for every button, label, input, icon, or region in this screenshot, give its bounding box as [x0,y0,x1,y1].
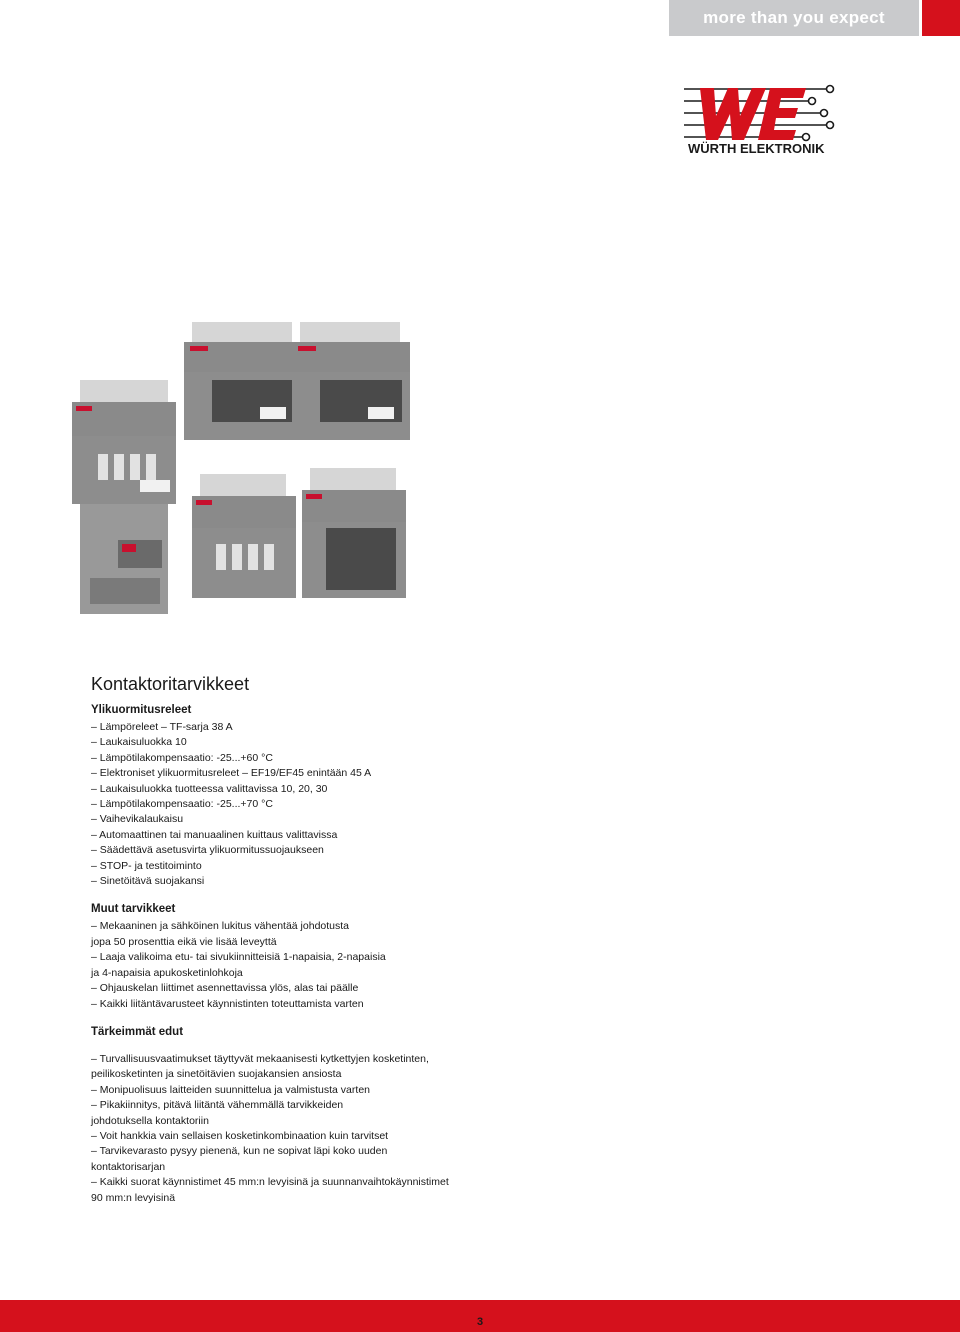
list-item: – Laukaisuluokka 10 [91,736,187,749]
list-item: – Kaikki liitäntävarusteet käynnistinten toteuttamista varten [91,997,364,1010]
tagline-bar [669,0,919,36]
page-number: 3 [476,1316,484,1328]
list-item: – Laaja valikoima etu- tai sivukiinnitteisiä 1-napaisia, 2-napaisia [91,951,386,964]
list-item: jopa 50 prosenttia eikä vie lisää leveyttä [91,935,277,948]
list-item: – Lämpötilakompensaatio: -25...+70 °C [91,798,273,811]
list-item: – Lämpötilakompensaatio: -25...+60 °C [91,751,273,764]
contactor-products-photo [62,262,428,662]
content-column [91,674,511,1206]
list-item: – Voit hankkia vain sellaisen kosketinkombinaation kuin tarvitset [91,1129,389,1142]
wurth-elektronik-logo [678,74,838,156]
list-item: johdotuksella kontaktoriin [91,1114,209,1127]
contactor-left-with-relay [72,380,176,614]
list-item: – Pikakiinnitys, pitävä liitäntä vähemmällä tarvikkeiden [91,1099,344,1112]
list-item: – Mekaaninen ja sähköinen lukitus vähentää johdotusta [91,920,350,933]
list-item: – STOP- ja testitoiminto [91,859,202,872]
list-item: – Monipuolisuus laitteiden suunnittelua ja valmistusta varten [91,1083,370,1096]
page-title: Kontaktoritarvikkeet [91,674,250,694]
list-item: – Säädettävä asetusvirta ylikuormitussuojaukseen [91,844,324,857]
brand-name: WÜRTH ELEKTRONIK [688,141,825,156]
section-heading-overload-relays: Ylikuormitusreleet [91,704,192,716]
list-item: 90 mm:n levyisinä [91,1191,176,1204]
section-heading-key-benefits: Tärkeimmät edut [91,1025,184,1038]
list-item: – Ohjauskelan liittimet asennettavissa ylös, alas tai päälle [91,982,359,995]
list-item: – Automaattinen tai manuaalinen kuittaus valittavissa [91,828,338,841]
contactor-bottom-middle [192,474,296,598]
list-item: – Kaikki suorat käynnistimet 45 mm:n levyisinä ja suunnanvaihtokäynnistimet [91,1176,449,1189]
list-item: – Laukaisuluokka tuotteessa valittavissa 10, 20, 30 [91,782,328,795]
list-item: – Sinetöitävä suojakansi [91,875,205,888]
contactor-top-right [292,322,410,440]
red-corner-block [922,0,960,36]
contactor-top-middle [184,322,302,440]
list-item: – Elektroniset ylikuormitusreleet – EF19/EF45 enintään 45 A [91,767,372,780]
list-item: – Lämpöreleet – TF-sarja 38 A [91,721,233,733]
contactor-bottom-right [302,468,406,598]
list-item: kontaktorisarjan [91,1160,166,1173]
list-item: – Vaihevikalaukaisu [91,813,184,826]
tagline-text: more than you expect [703,8,885,27]
list-item: ja 4-napaisia apukosketinlohkoja [91,966,243,979]
list-item: – Tarvikevarasto pysyy pienenä, kun ne sopivat läpi koko uuden [91,1145,388,1158]
list-item: – Turvallisuusvaatimukset täyttyvät mekaanisesti kytkettyjen kosketinten, [91,1052,429,1065]
list-item: peilikosketinten ja sinetöitävien suojakansien ansiosta [91,1068,342,1081]
section-heading-other-accessories: Muut tarvikkeet [91,903,176,916]
